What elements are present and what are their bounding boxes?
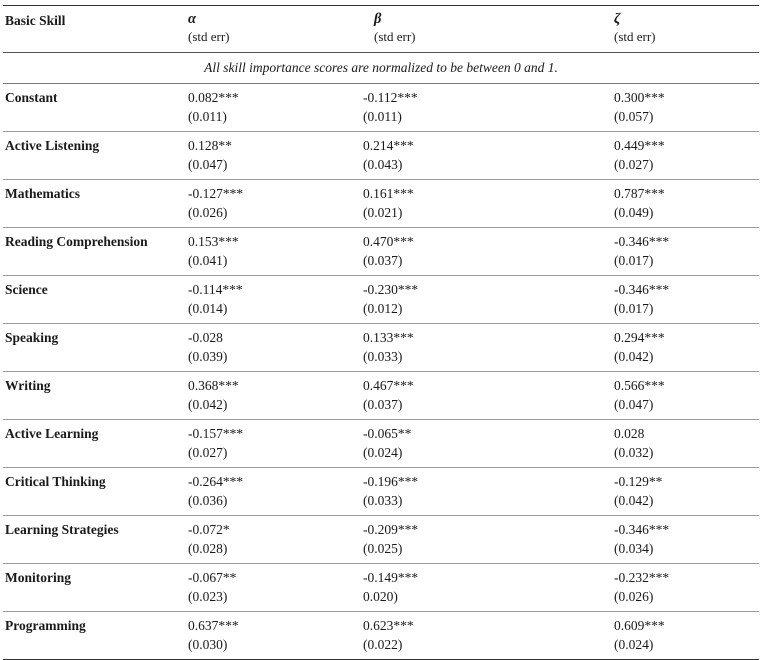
table-row — [3, 132, 759, 180]
zeta-cell — [607, 564, 759, 612]
zeta-coefficient: 0.028 — [614, 426, 645, 441]
table-row — [3, 612, 759, 660]
beta-std-error: (0.025) — [363, 541, 403, 556]
skill-name: Active Learning — [3, 420, 183, 468]
zeta-std-error: (0.042) — [614, 349, 654, 364]
beta-cell — [361, 84, 607, 132]
alpha-std-error: (0.030) — [188, 637, 228, 652]
skill-name: Speaking — [3, 324, 183, 372]
skill-name: Mathematics — [3, 180, 183, 228]
beta-std-error: (0.033) — [363, 493, 403, 508]
zeta-std-error: (0.017) — [614, 253, 654, 268]
beta-coefficient: -0.112*** — [363, 90, 418, 105]
zeta-std-error: (0.027) — [614, 157, 654, 172]
beta-cell — [361, 132, 607, 180]
alpha-std-error: (0.042) — [188, 397, 228, 412]
beta-std-error: (0.011) — [363, 109, 402, 124]
beta-coefficient: 0.467*** — [363, 378, 414, 393]
alpha-coefficient: -0.114*** — [188, 282, 243, 297]
alpha-coefficient: -0.067** — [188, 570, 237, 585]
zeta-coefficient: -0.129** — [614, 474, 663, 489]
zeta-symbol: ζ — [614, 11, 621, 27]
beta-std-error: (0.024) — [363, 445, 403, 460]
beta-cell — [361, 564, 607, 612]
zeta-coefficient: 0.449*** — [614, 138, 665, 153]
skill-name: Writing — [3, 372, 183, 420]
beta-cell — [361, 420, 607, 468]
skill-name: Science — [3, 276, 183, 324]
alpha-cell — [183, 180, 361, 228]
alpha-cell — [183, 468, 361, 516]
beta-std-error: (0.012) — [363, 301, 403, 316]
beta-std-error: (0.022) — [363, 637, 403, 652]
zeta-std-error: (0.024) — [614, 637, 654, 652]
skill-name: Critical Thinking — [3, 468, 183, 516]
alpha-std-error: (0.023) — [188, 589, 228, 604]
alpha-coefficient: 0.153*** — [188, 234, 239, 249]
table-row — [3, 372, 759, 420]
zeta-coefficient: -0.346*** — [614, 234, 670, 249]
alpha-cell — [183, 612, 361, 660]
zeta-std-error: (0.026) — [614, 589, 654, 604]
alpha-std-error: (0.026) — [188, 205, 228, 220]
alpha-coefficient: 0.637*** — [188, 618, 239, 633]
alpha-coefficient: -0.157*** — [188, 426, 244, 441]
alpha-std-error: (0.028) — [188, 541, 228, 556]
zeta-coefficient: -0.232*** — [614, 570, 670, 585]
alpha-cell — [183, 372, 361, 420]
beta-cell — [361, 468, 607, 516]
table-row — [3, 180, 759, 228]
alpha-cell — [183, 420, 361, 468]
zeta-cell — [607, 180, 759, 228]
beta-std-error: (0.021) — [363, 205, 403, 220]
table-row — [3, 276, 759, 324]
skill-name: Active Listening — [3, 132, 183, 180]
normalization-note: All skill importance scores are normalized to be between 0 and 1. — [3, 53, 759, 84]
table-row — [3, 420, 759, 468]
regression-table-container — [3, 5, 759, 660]
alpha-cell — [183, 564, 361, 612]
table-row — [3, 228, 759, 276]
beta-cell — [361, 276, 607, 324]
alpha-std-error: (0.047) — [188, 157, 228, 172]
zeta-coefficient: 0.294*** — [614, 330, 665, 345]
alpha-std-error: (0.041) — [188, 253, 228, 268]
table-row — [3, 516, 759, 564]
zeta-cell — [607, 420, 759, 468]
zeta-coefficient: 0.300*** — [614, 90, 665, 105]
alpha-coefficient: 0.368*** — [188, 378, 239, 393]
alpha-cell — [183, 324, 361, 372]
zeta-std-error: (0.047) — [614, 397, 654, 412]
header-zeta — [607, 6, 759, 53]
alpha-std-error: (0.014) — [188, 301, 228, 316]
zeta-cell — [607, 324, 759, 372]
alpha-std-error: (0.011) — [188, 109, 227, 124]
beta-std-error: (0.037) — [363, 397, 403, 412]
zeta-cell — [607, 228, 759, 276]
zeta-coefficient: 0.787*** — [614, 186, 665, 201]
zeta-coefficient: -0.346*** — [614, 522, 670, 537]
beta-cell — [361, 228, 607, 276]
alpha-cell — [183, 84, 361, 132]
alpha-coefficient: -0.072* — [188, 522, 230, 537]
beta-coefficient: -0.196*** — [363, 474, 419, 489]
skill-regression-table — [3, 5, 759, 660]
skill-name: Constant — [3, 84, 183, 132]
normalization-note-row — [3, 53, 759, 84]
zeta-std-error: (0.034) — [614, 541, 654, 556]
beta-cell — [361, 516, 607, 564]
table-row — [3, 468, 759, 516]
alpha-coefficient: -0.264*** — [188, 474, 244, 489]
zeta-std-error: (0.042) — [614, 493, 654, 508]
beta-coefficient: 0.161*** — [363, 186, 414, 201]
table-header-row — [3, 6, 759, 53]
zeta-coefficient: -0.346*** — [614, 282, 670, 297]
alpha-std-error: (0.036) — [188, 493, 228, 508]
alpha-symbol: α — [188, 11, 197, 27]
table-row — [3, 84, 759, 132]
alpha-coefficient: 0.128** — [188, 138, 232, 153]
alpha-coefficient: -0.028 — [188, 330, 223, 345]
beta-coefficient: 0.470*** — [363, 234, 414, 249]
beta-coefficient: -0.149*** — [363, 570, 419, 585]
alpha-std-error: (0.027) — [188, 445, 228, 460]
beta-coefficient: 0.214*** — [363, 138, 414, 153]
skill-name: Programming — [3, 612, 183, 660]
zeta-coefficient: 0.609*** — [614, 618, 665, 633]
alpha-cell — [183, 228, 361, 276]
header-alpha — [183, 6, 361, 53]
skill-name: Reading Comprehension — [3, 228, 183, 276]
beta-coefficient: -0.230*** — [363, 282, 419, 297]
zeta-cell — [607, 132, 759, 180]
zeta-cell — [607, 276, 759, 324]
beta-cell — [361, 180, 607, 228]
zeta-cell — [607, 612, 759, 660]
zeta-std-error: (0.017) — [614, 301, 654, 316]
alpha-cell — [183, 516, 361, 564]
zeta-cell — [607, 468, 759, 516]
zeta-std-error: (0.032) — [614, 445, 654, 460]
beta-stderr-label: (std err) — [374, 29, 416, 44]
beta-std-error: 0.020) — [363, 589, 398, 604]
alpha-coefficient: -0.127*** — [188, 186, 244, 201]
beta-std-error: (0.043) — [363, 157, 403, 172]
zeta-cell — [607, 84, 759, 132]
table-body — [3, 53, 759, 660]
table-row — [3, 324, 759, 372]
beta-std-error: (0.037) — [363, 253, 403, 268]
skill-name: Learning Strategies — [3, 516, 183, 564]
beta-std-error: (0.033) — [363, 349, 403, 364]
beta-coefficient: 0.623*** — [363, 618, 414, 633]
beta-cell — [361, 372, 607, 420]
alpha-coefficient: 0.082*** — [188, 90, 239, 105]
beta-cell — [361, 612, 607, 660]
alpha-stderr-label: (std err) — [188, 29, 230, 44]
beta-cell — [361, 324, 607, 372]
zeta-cell — [607, 516, 759, 564]
alpha-cell — [183, 132, 361, 180]
skill-name: Monitoring — [3, 564, 183, 612]
beta-coefficient: 0.133*** — [363, 330, 414, 345]
alpha-cell — [183, 276, 361, 324]
zeta-std-error: (0.057) — [614, 109, 654, 124]
zeta-cell — [607, 372, 759, 420]
beta-coefficient: -0.065** — [363, 426, 412, 441]
zeta-stderr-label: (std err) — [614, 29, 656, 44]
header-beta — [361, 6, 607, 53]
header-basic-skill: Basic Skill — [3, 6, 183, 53]
beta-coefficient: -0.209*** — [363, 522, 419, 537]
zeta-std-error: (0.049) — [614, 205, 654, 220]
table-row — [3, 564, 759, 612]
beta-symbol: β — [374, 11, 382, 27]
zeta-coefficient: 0.566*** — [614, 378, 665, 393]
alpha-std-error: (0.039) — [188, 349, 228, 364]
